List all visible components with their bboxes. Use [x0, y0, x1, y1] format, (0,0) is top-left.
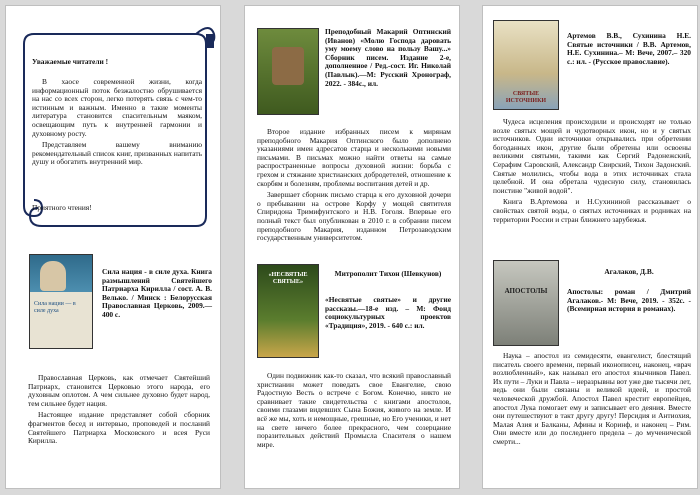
book-cover-apostoly: АПОСТОЛЫ [493, 260, 559, 346]
book3-citation: «Несвятые святые» и другие рассказы.—18-е изд. – М: Фонд социокультурных проектов «Традиция», 2019. - 640 с.: ил. [325, 295, 451, 330]
book2-citation: Преподобный Макарий Оптинский (Иванов) «Молю Господа даровать уму моему слово на пользу Вашу...» Сборник писем. Издание 2-е, дополненное / Ред.-сост. Иг. Николай (Павлык).—М: Русский Хронограф, 2022. - 384с., ил. [325, 27, 451, 88]
book5-description: Наука – апостол из семидесяти, евангелист, блестящий писатель своего времени, первый иконописец, наконец, «врач возлюбленный», как называл его апостол язычников Павел. Их пути – Луки и Павла – неразрывны вот уже две тысячи лет, ведь они были связаны и великой идеей, и простой человеческой дружбой. Апостол Павел крестит европейцев, апостол Лука помогает ему и записывает его деяния. Вместе они путешествуют в такт другу другу! Персидия и Антиохия, Малая Азия и Балканы, Афины и Коринф, и наконец – Рим. Они вместе или до последнего предела – до мученической смерти... [493, 351, 691, 446]
panel-right [482, 5, 698, 489]
book5-author: Агалаков, Д.В. [604, 267, 654, 276]
book4-citation: Артемов В.В., Сухинина Н.Е. Святые источники / В.В. Артемов, Н.Е. Сухинина.– М: Вече, 2007.– 320 с.: ил. - (Русское православие). [567, 31, 691, 66]
book3-author: Митрополит Тихон (Шевкунов) [334, 269, 442, 278]
book-cover-nesvyatye: «НЕСВЯТЫЕ СВЯТЫЕ» [257, 264, 319, 358]
panel-left [5, 5, 221, 489]
greeting: Уважаемые читатели ! [32, 57, 109, 66]
book1-description: Православная Церковь, как отмечает Святейший Патриарх, становится Церковью этого народа, его духовным оплотом. А чем сильнее духовно будет народ, тем сильнее будет нация. Настоящее издание представляет собой сборник фрагментов бесед и интервью, проповедей и посланий Святейшего Патриарха Московского и всея Руси Кирилла. [28, 373, 210, 446]
closing-text: Приятного чтения! [32, 203, 92, 212]
book-cover-svyatye-istochniki: СВЯТЫЕ ИСТОЧНИКИ [493, 20, 559, 110]
book-cover-sila-nacii: Сила нации — в силе духа [29, 254, 93, 349]
book5-citation: Апостолы: роман / Дмитрий Агалаков.- М: Вече, 2019. - 352с. - (Всемирная история в романах). [567, 287, 691, 314]
book2-description: Второе издание избранных писем к мирянам преподобного Макария Оптинского было дополнено указаниями имен адресатов старца и несколькими новыми письмами. В письмах можно найти ответы на самые распространенные вопросы духовной жизни: борьба с грехом и стяжание христианских добродетелей, отношение к скорбям и болезням, проблемы воспитания детей и др. Завершает сборник письмо старца к его духовной дочери о пребывании на острове Корфу у мощей святителя Спиридона Тримифунтского и Н.В. Гоголя. Впервые его полный текст был опубликован в 2010 г. в собрании писем преподобного Макария, изданном Петрозаводским государственным университетом. [257, 127, 451, 243]
intro-text: В хаосе современной жизни, когда информационный поток безжалостно обрушивается на нас со всех сторон, легко потерять связь с чем-то истинным и важным. Именно в такие моменты литература становится спасительным маяком, освещающим путь к внутренней гармонии и духовному росту. Представляем вашему вниманию рекомендательный список книг, призванных напитать душу и обогатить внутренний мир. [32, 77, 202, 167]
book1-citation: Сила нация - в силе духа. Книга размышлений Святейшего Патриарха Кирилла / сост. А. В. Велько. / Минск : Белорусская Православная Церковь, 2009.—400 с. [102, 267, 212, 319]
book4-description: Чудеса исцеления происходили и происходят не только возле святых мощей и чудотворных икон, но и у святых источников. Одни источники открывались при обретении богоданных икон, другие были обретены или освоены великими святыми, такими как Сергий Радонежский, Серафим Саровский, Александр Свирский, Тихон Задонский. Святые молились, чтобы вода в этих источниках стала целебной. И она обретала чудесную силу, становилась поистине "живой водой". Книга В.Артемова и Н.Сухининой рассказывает о свойствах святой воды, о святых источниках и родниках на территории России и стран ближнего зарубежья. [493, 117, 691, 224]
panel-middle [244, 5, 460, 489]
book-cover-makariy [257, 28, 319, 115]
book3-description: Один подвижник как-то сказал, что всякий православный христианин может поведать свое Евангелие, свою Радостную Весть о встрече с Богом. Конечно, никто не сравнивает такие свидетельства с книгами апостолов, своими глазами видевших Сына Божия, живого на земле. И всё же мы, хоть и немощные, грешные, но Его ученики, и нет на свете ничего более прекрасного, чем созерцание поразительных действий Промысла Спасителя о нашем мире. [257, 371, 451, 449]
